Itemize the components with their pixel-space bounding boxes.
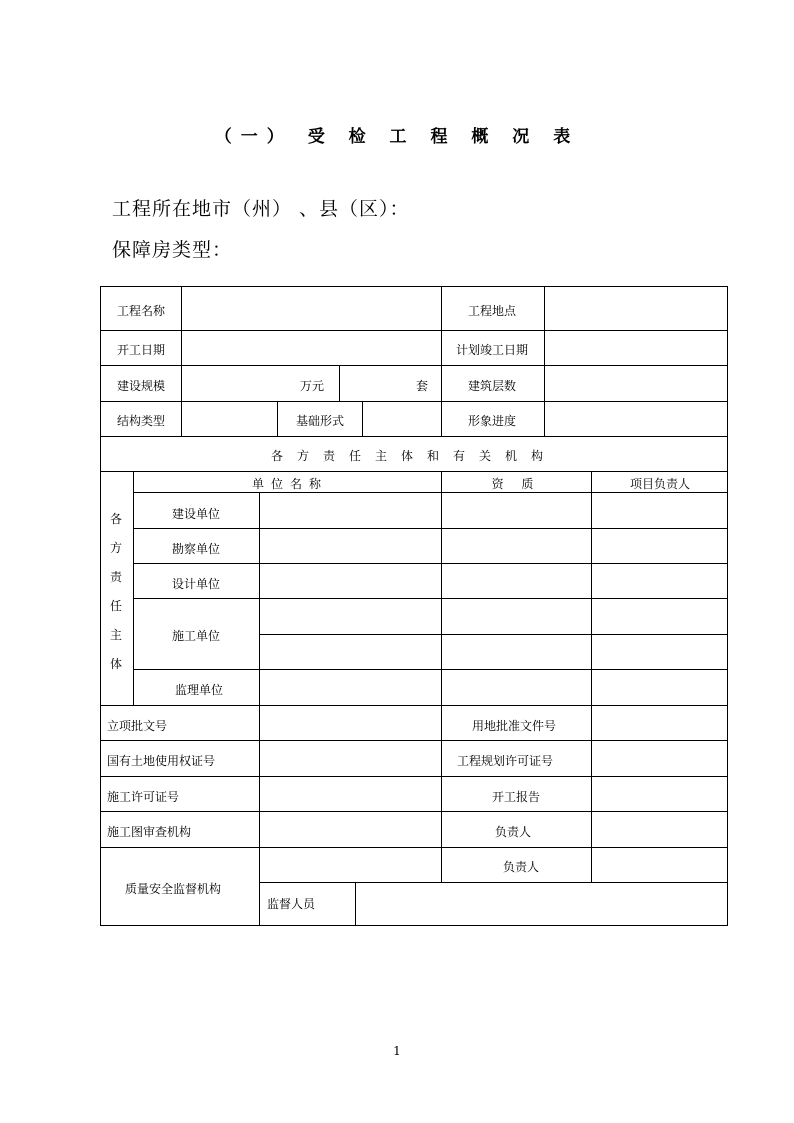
label-planned-completion-date: 计划竣工日期	[455, 343, 529, 357]
label-project-location: 工程地点	[467, 304, 517, 318]
label-land-use-cert-no: 国有土地使用权证号	[107, 754, 216, 768]
table-line	[133, 563, 728, 564]
table-line	[355, 882, 356, 926]
label-construction-unit: 建设单位	[171, 507, 221, 521]
table-line	[544, 286, 545, 436]
table-line	[133, 471, 134, 705]
label-approval-no: 立项批文号	[107, 719, 168, 733]
table-line	[100, 436, 728, 437]
table-line	[441, 286, 442, 436]
table-line	[259, 634, 728, 635]
label-design-unit: 设计单位	[171, 577, 221, 591]
table-line	[133, 669, 728, 670]
vertical-label-char: 主	[110, 628, 123, 642]
label-land-approval-doc-no: 用地批准文件号	[472, 719, 557, 733]
col-unit-name: 单位名称	[251, 477, 329, 491]
table-line	[100, 286, 101, 926]
label-responsible-person: 负责人	[495, 825, 532, 839]
label-building-floors: 建筑层数	[467, 379, 517, 393]
label-construction-permit-no: 施工许可证号	[107, 790, 180, 804]
vertical-label-char: 方	[110, 541, 123, 555]
table-line	[100, 811, 728, 812]
table-line	[727, 286, 728, 926]
table-line	[100, 776, 728, 777]
vertical-label-char: 各	[110, 512, 123, 526]
table-line	[100, 401, 728, 402]
label-planning-permit-no: 工程规划许可证号	[457, 754, 554, 768]
label-responsible-person: 负责人	[503, 860, 540, 874]
label-supervision-unit: 监理单位	[174, 683, 224, 697]
table-line	[259, 882, 728, 883]
page-number: 1	[393, 1044, 401, 1058]
table-line	[591, 471, 592, 882]
table-line	[100, 365, 728, 366]
table-line	[277, 401, 278, 436]
location-line: 工程所在地市（州） 、县（区）：	[112, 198, 410, 220]
unit-tao: 套	[416, 379, 429, 393]
label-supervisors: 监督人员	[267, 897, 316, 911]
table-line	[100, 471, 728, 472]
col-project-lead: 项目负责人	[629, 477, 691, 491]
housing-type-line: 保障房类型：	[112, 239, 233, 261]
vertical-label-char: 责	[110, 570, 123, 584]
table-line	[100, 847, 728, 848]
table-line	[100, 330, 728, 331]
col-qualification: 资 质	[491, 477, 541, 491]
label-start-report: 开工报告	[492, 790, 541, 804]
page-title: （一） 受 检 工 程 概 况 表	[214, 127, 580, 147]
label-survey-unit: 勘察单位	[171, 542, 221, 556]
table-line	[100, 286, 728, 287]
label-drawing-review-org: 施工图审查机构	[107, 825, 192, 839]
table-line	[259, 492, 260, 926]
table-line	[100, 925, 728, 926]
label-build-scale: 建设规模	[116, 379, 166, 393]
table-line	[133, 492, 728, 493]
label-structure-type: 结构类型	[116, 414, 166, 428]
table-line	[181, 286, 182, 436]
label-quality-safety-org: 质量安全监督机构	[125, 882, 222, 896]
table-line	[441, 471, 442, 882]
table-line	[133, 528, 728, 529]
vertical-label-char: 体	[110, 657, 123, 671]
label-builder-unit: 施工单位	[171, 629, 221, 643]
vertical-label-char: 任	[110, 599, 123, 613]
label-start-date: 开工日期	[116, 343, 166, 357]
table-line	[339, 365, 340, 401]
label-image-progress: 形象进度	[467, 414, 517, 428]
unit-wanyuan: 万元	[300, 379, 325, 393]
table-line	[100, 705, 728, 706]
table-line	[100, 740, 728, 741]
table-line	[362, 401, 363, 436]
section-heading: 各方责任主体和有关机构	[270, 449, 558, 463]
label-foundation-form: 基础形式	[295, 414, 345, 428]
table-line	[133, 598, 728, 599]
label-project-name: 工程名称	[116, 304, 166, 318]
